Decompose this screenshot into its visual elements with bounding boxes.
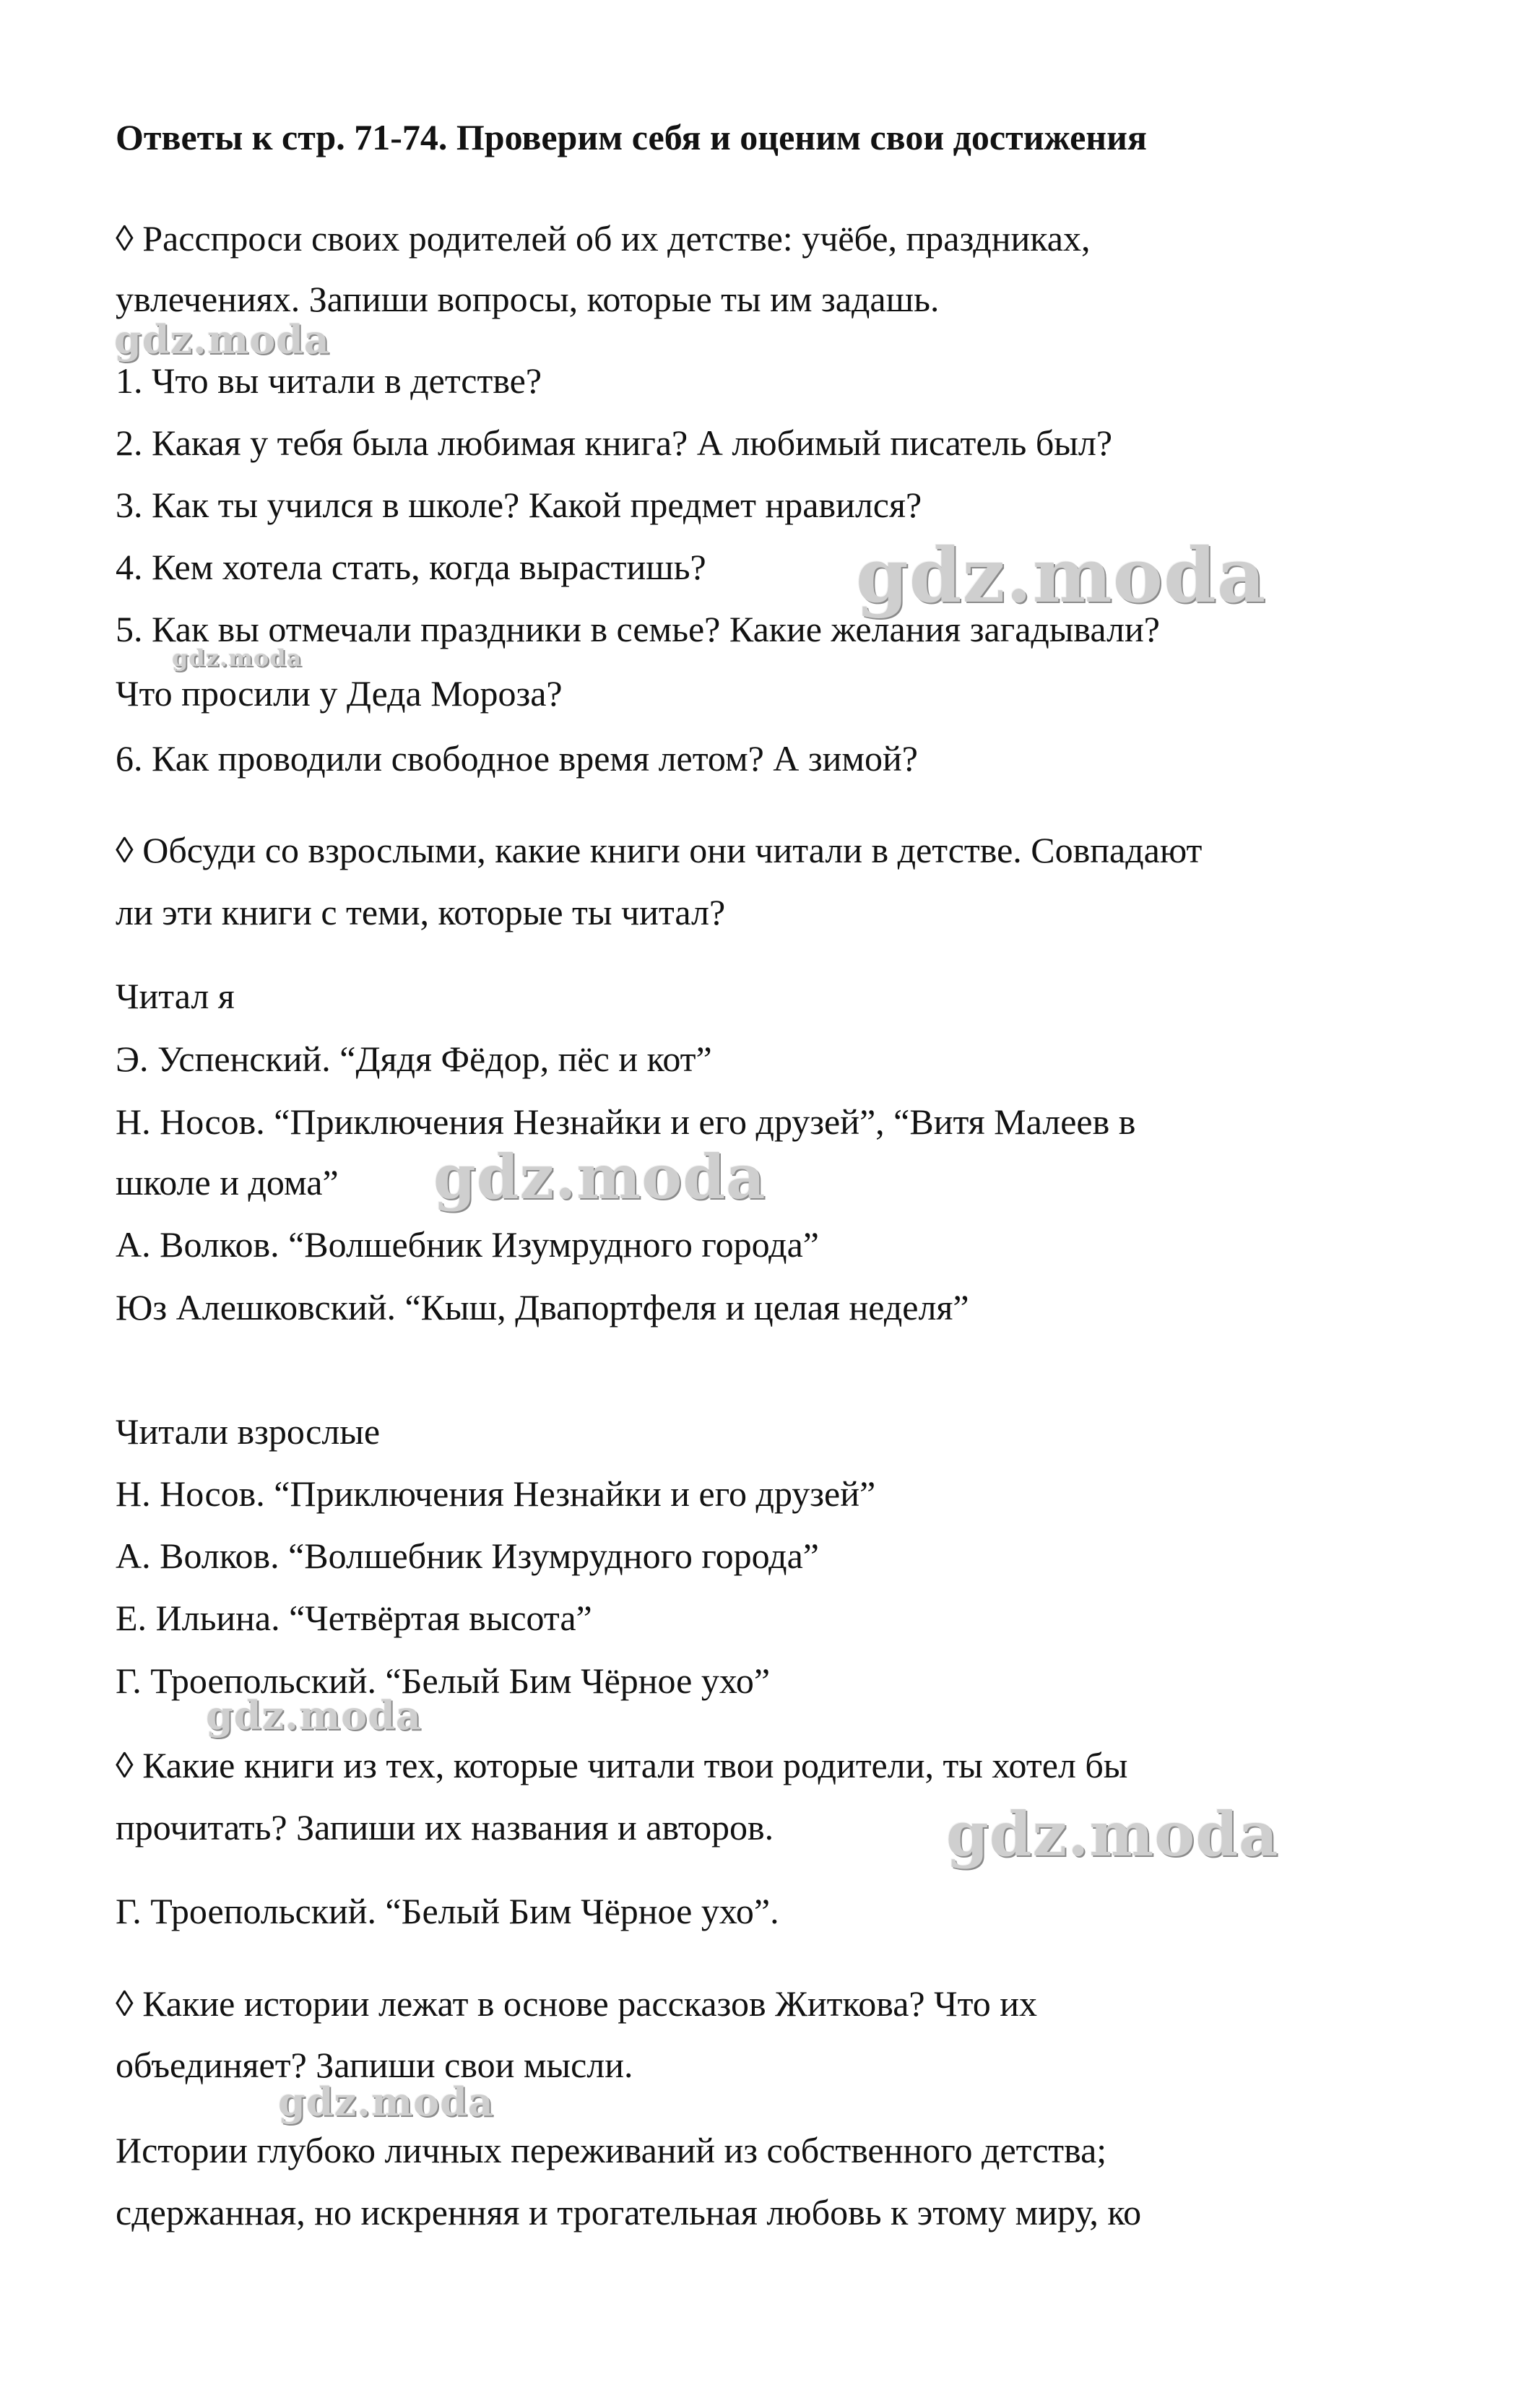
question-2-line-1: ◊ Обсуди со взрослыми, какие книги они читали в детстве. Совпадают — [116, 830, 1203, 870]
answer-line: 6. Как проводили свободное время летом? А зимой? — [116, 738, 918, 779]
book-line: Н. Носов. “Приключения Незнайки и его друзей” — [116, 1473, 876, 1514]
question-2-line-2: ли эти книги с теми, которые ты читал? — [116, 892, 726, 932]
book-line: Э. Успенский. “Дядя Фёдор, пёс и кот” — [116, 1039, 712, 1079]
answer-line: 3. Как ты учился в школе? Какой предмет нравился? — [116, 485, 922, 525]
book-line: Юз Алешковский. “Кыш, Двапортфеля и целая неделя” — [116, 1287, 969, 1328]
answer-line: 4. Кем хотела стать, когда вырастишь? — [116, 547, 706, 587]
watermark: gdz.moda — [114, 316, 330, 363]
answer-line: 5. Как вы отмечали праздники в семье? Какие желания загадывали? — [116, 609, 1160, 649]
question-3-line-1: ◊ Какие книги из тех, которые читали твои родители, ты хотел бы — [116, 1745, 1128, 1785]
question-4-line-1: ◊ Какие истории лежат в основе рассказов Житкова? Что их — [116, 1983, 1038, 2024]
book-line: школе и дома” — [116, 1162, 339, 1203]
answer-line: 2. Какая у тебя была любимая книга? А любимый писатель был? — [116, 423, 1113, 463]
watermark: gdz.moda — [856, 531, 1267, 620]
answer-line: сдержанная, но искренняя и трогательная любовь к этому миру, ко — [116, 2192, 1142, 2232]
watermark: gdz.moda — [946, 1798, 1279, 1870]
watermark: gdz.moda — [433, 1141, 766, 1213]
book-line: Н. Носов. “Приключения Незнайки и его друзей”, “Витя Малеев в — [116, 1101, 1136, 1142]
question-1-line-2: увлечениях. Запиши вопросы, которые ты им задашь. — [116, 279, 940, 319]
book-line: А. Волков. “Волшебник Изумрудного города” — [116, 1536, 819, 1576]
book-line: А. Волков. “Волшебник Изумрудного города” — [116, 1224, 819, 1265]
watermark: gdz.moda — [278, 2079, 494, 2125]
section-heading: Читал я — [116, 976, 235, 1016]
answer-line: Истории глубоко личных переживаний из собственного детства; — [116, 2130, 1107, 2170]
answer-line: Г. Троепольский. “Белый Бим Чёрное ухо”. — [116, 1891, 779, 1931]
page-title: Ответы к стр. 71-74. Проверим себя и оценим свои достижения — [116, 117, 1147, 157]
question-1-line-1: ◊ Расспроси своих родителей об их детстве: учёбе, праздниках, — [116, 218, 1091, 259]
question-3-line-2: прочитать? Запиши их названия и авторов. — [116, 1807, 774, 1848]
watermark: gdz.moda — [172, 644, 303, 672]
section-heading: Читали взрослые — [116, 1411, 381, 1452]
watermark: gdz.moda — [206, 1692, 422, 1738]
book-line: Г. Троепольский. “Белый Бим Чёрное ухо” — [116, 1660, 771, 1701]
answer-line: Что просили у Деда Мороза? — [116, 673, 563, 714]
question-4-line-2: объединяет? Запиши свои мысли. — [116, 2045, 633, 2085]
answer-line: 1. Что вы читали в детстве? — [116, 360, 542, 401]
book-line: Е. Ильина. “Четвёртая высота” — [116, 1598, 592, 1638]
